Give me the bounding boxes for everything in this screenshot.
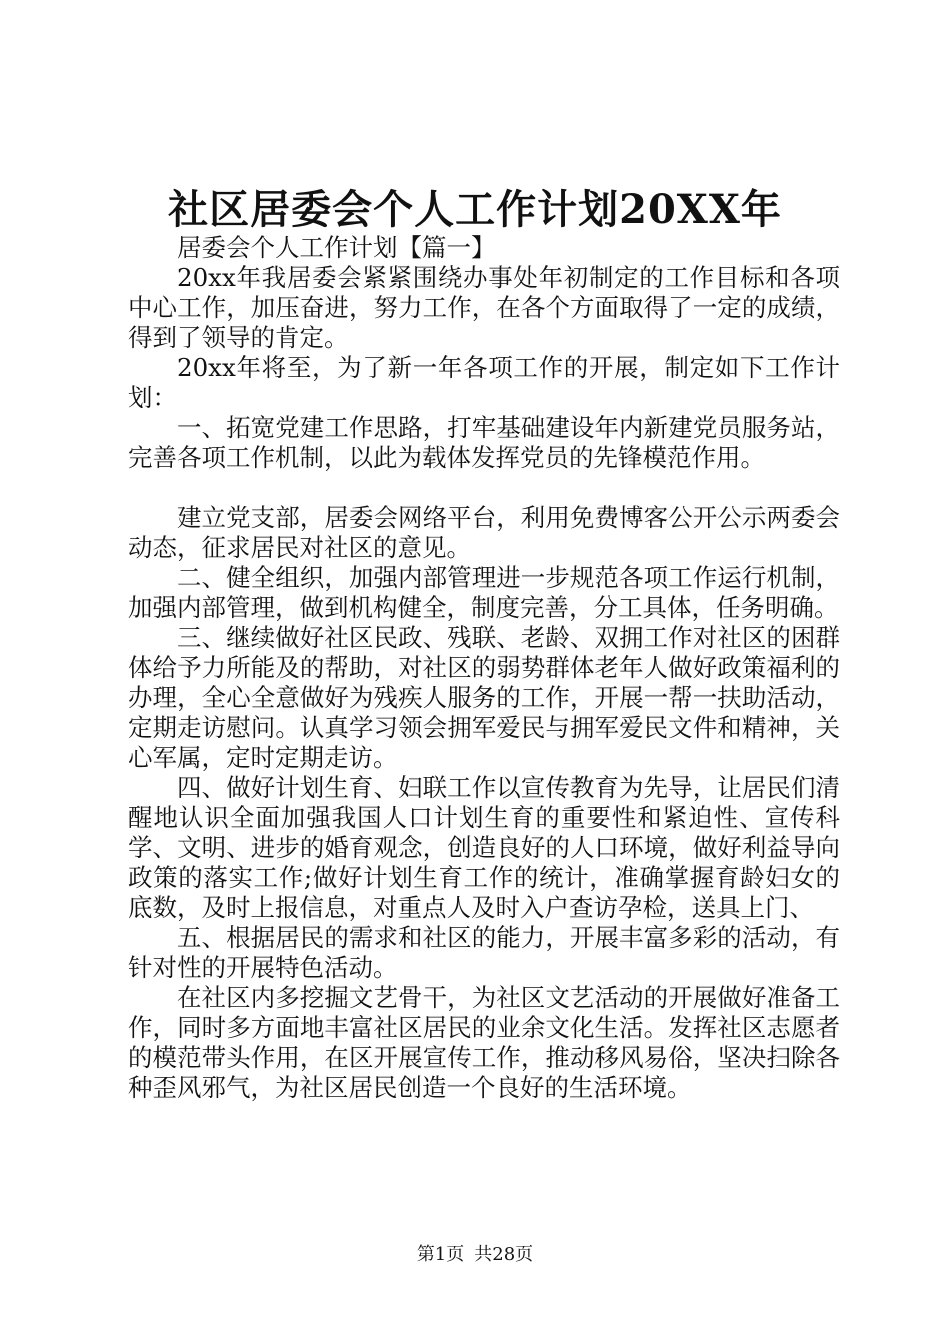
body-paragraph: 五、根据居民的需求和社区的能力，开展丰富多彩的活动，有针对性的开展特色活动。 <box>128 923 840 982</box>
body-paragraph: 建立党支部，居委会网络平台，利用免费博客公开公示两委会动态，征求居民对社区的意见。 <box>128 503 840 562</box>
page-total: 共28页 <box>474 1244 534 1265</box>
document-title: 社区居委会个人工作计划20XX年 <box>168 186 782 233</box>
page-footer <box>0 1243 950 1267</box>
page-number: 第1页 <box>416 1244 465 1265</box>
body-paragraph: 20xx年将至，为了新一年各项工作的开展，制定如下工作计划： <box>128 353 840 412</box>
body-paragraph: 二、健全组织，加强内部管理进一步规范各项工作运行机制，加强内部管理，做到机构健全，制度完善，分工具体，任务明确。 <box>128 563 840 622</box>
body-paragraph: 20xx年我居委会紧紧围绕办事处年初制定的工作目标和各项中心工作，加压奋进，努力工作，在各个方面取得了一定的成绩，得到了领导的肯定。 <box>128 263 840 352</box>
body-paragraph: 四、做好计划生育、妇联工作以宣传教育为先导，让居民们清醒地认识全面加强我国人口计划生育的重要性和紧迫性、宣传科学、文明、进步的婚育观念，创造良好的人口环境，做好利益导向政策的落实工作;做好计划生育工作的统计，准确掌握育龄妇女的底数，及时上报信息，对重点人及时入户查访孕检，送具上门、 <box>128 773 840 922</box>
document-body <box>128 233 840 1103</box>
body-paragraph: 一、拓宽党建工作思路，打牢基础建设年内新建党员服务站，完善各项工作机制，以此为载体发挥党员的先锋模范作用。 <box>128 413 840 472</box>
body-paragraph: 在社区内多挖掘文艺骨干，为社区文艺活动的开展做好准备工作，同时多方面地丰富社区居民的业余文化生活。发挥社区志愿者的模范带头作用，在区开展宣传工作，推动移风易俗，坚决扫除各种歪风邪气，为社区居民创造一个良好的生活环境。 <box>128 983 840 1102</box>
section-heading: 居委会个人工作计划【篇一】 <box>177 233 496 262</box>
body-paragraph: 三、继续做好社区民政、残联、老龄、双拥工作对社区的困群体给予力所能及的帮助，对社区的弱势群体老年人做好政策福利的办理，全心全意做好为残疾人服务的工作，开展一帮一扶助活动，定期走访慰问。认真学习领会拥军爱民与拥军爱民文件和精神，关心军属，定时定期走访。 <box>128 623 840 772</box>
